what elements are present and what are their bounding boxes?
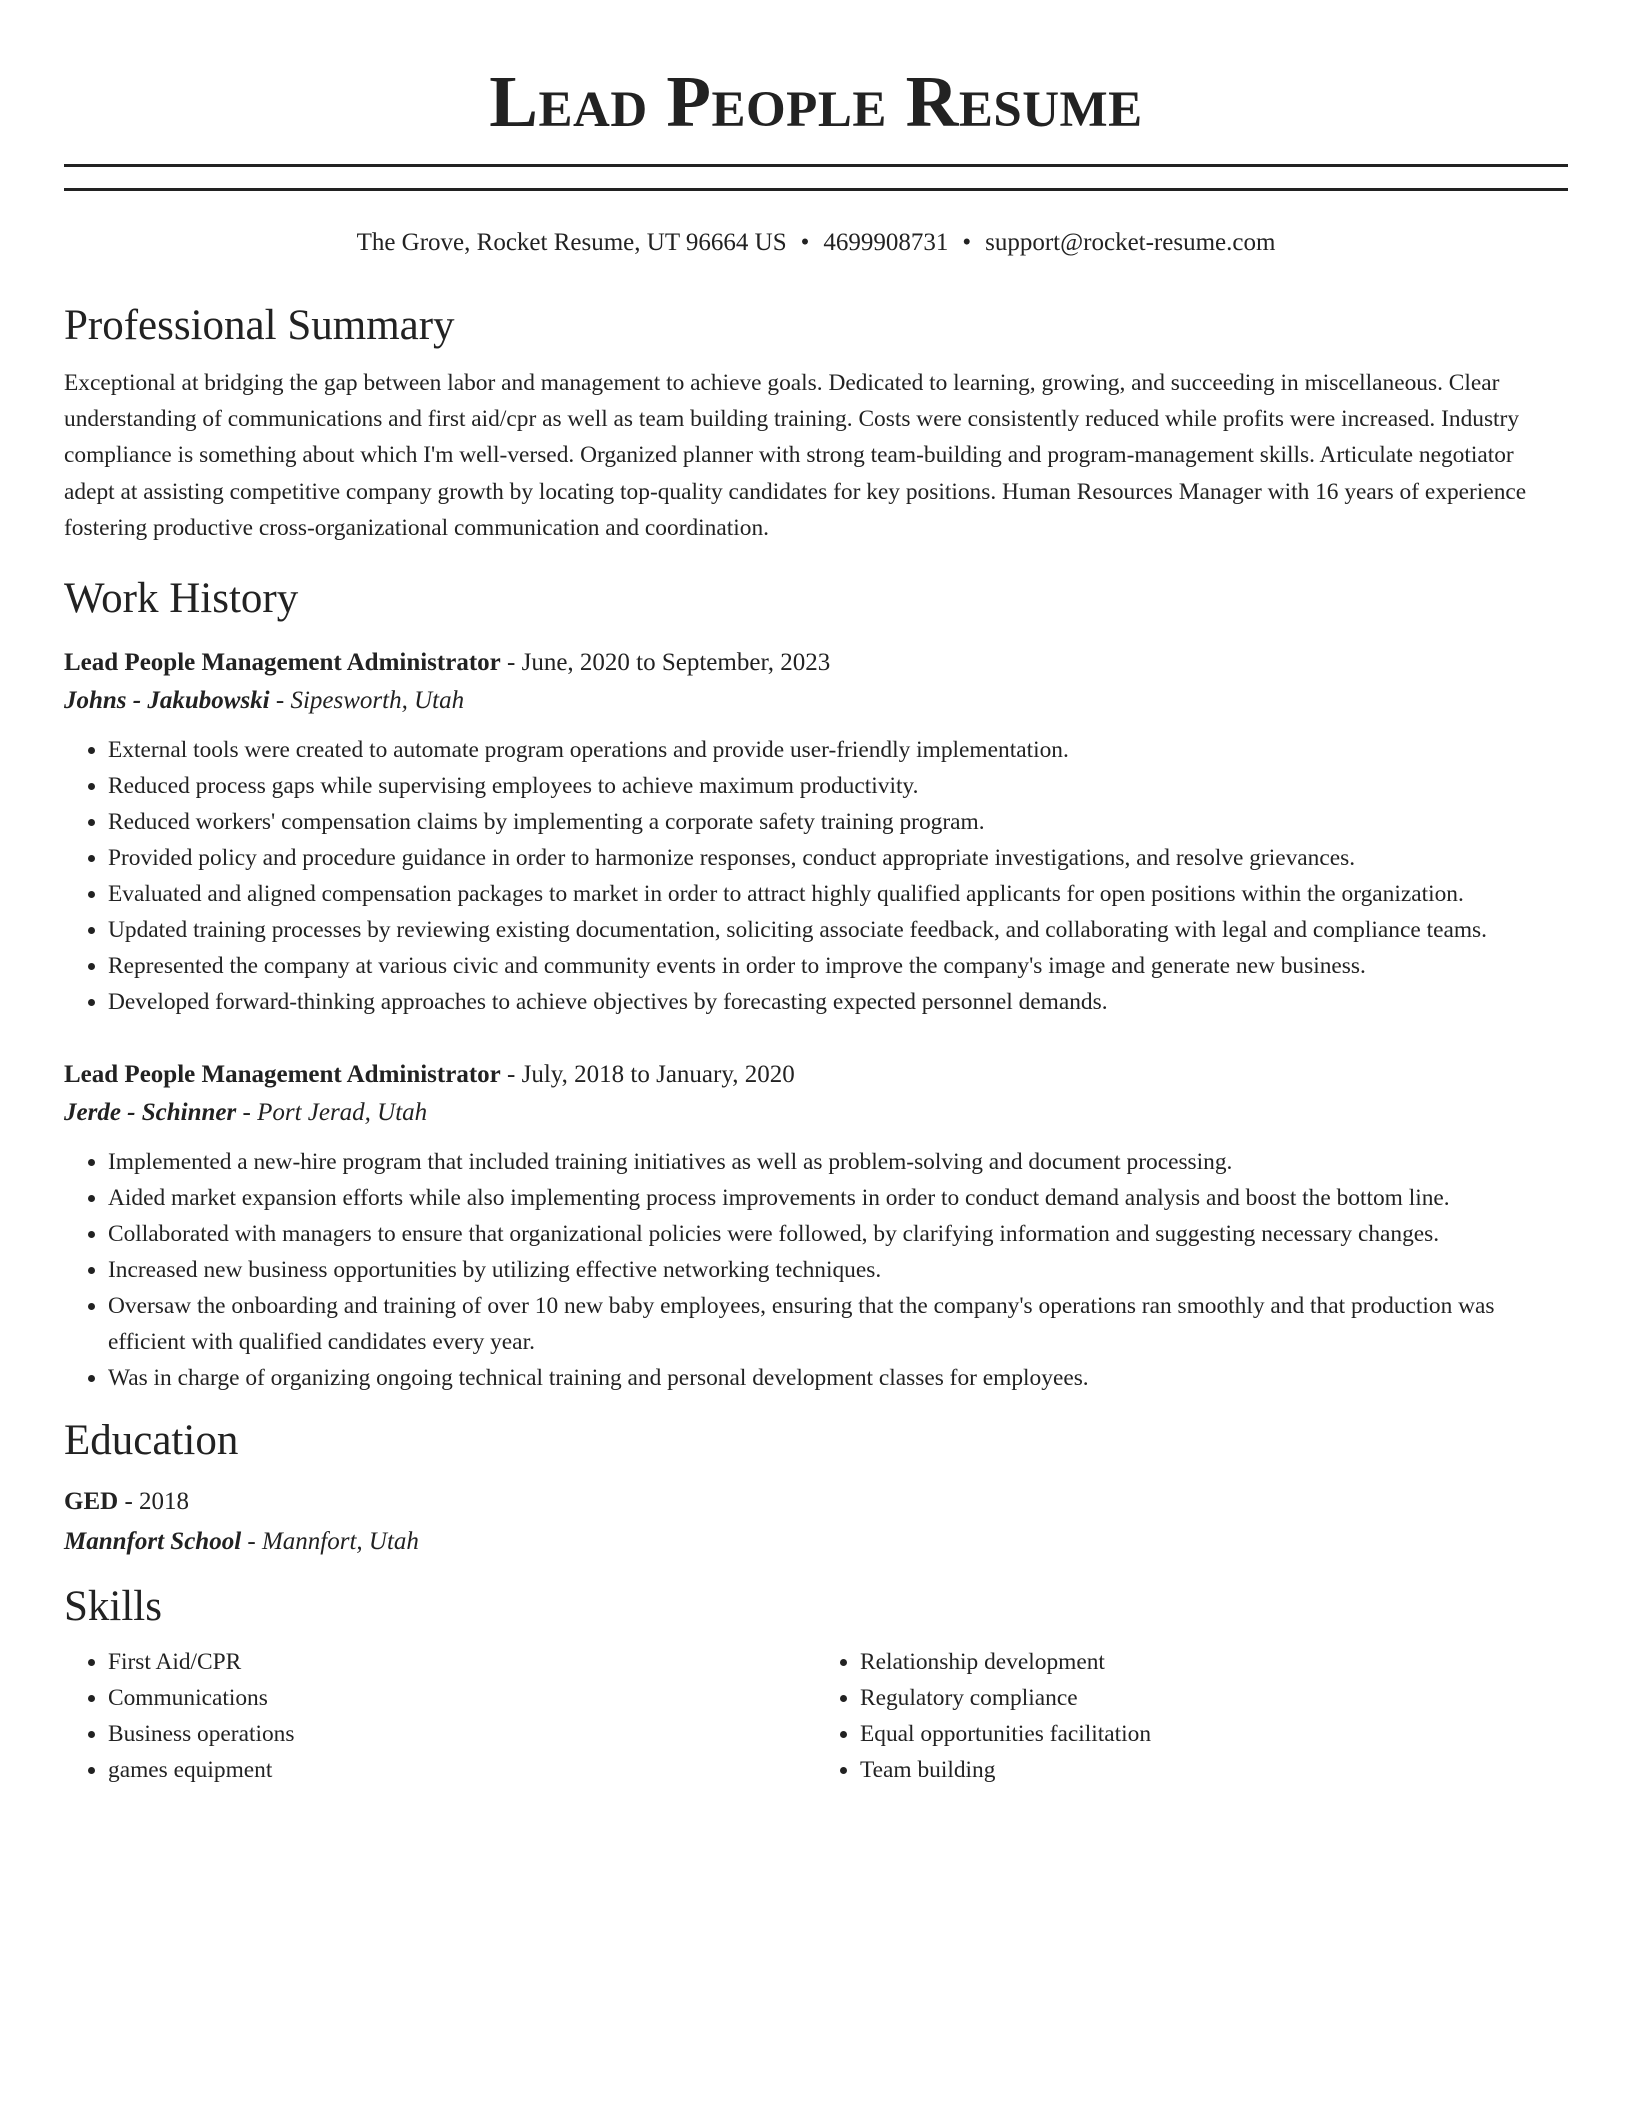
- skill-item: • Regulatory compliance: [860, 1680, 1568, 1716]
- job-title: Lead People Management Administrator: [64, 1061, 501, 1089]
- skills-column-left: [64, 1644, 816, 1788]
- list-item: • Oversaw the onboarding and training of over 10 new baby employees, ensuring that the company's operations ran smoothly and that production was efficient with qualified candidates every year.: [108, 1288, 1568, 1360]
- skill-item: • First Aid/CPR: [108, 1644, 816, 1680]
- list-item: • Increased new business opportunities by utilizing effective networking techniques.: [108, 1252, 1568, 1288]
- contact-line: [64, 227, 1568, 259]
- education-degree: GED: [64, 1488, 119, 1516]
- education-year: 2018: [139, 1488, 190, 1516]
- contact-email: support@rocket-resume.com: [985, 229, 1276, 256]
- education-degree-line: GED - 2018: [64, 1488, 190, 1516]
- job-bullets: [64, 732, 1568, 1020]
- list-item: • Provided policy and procedure guidance in order to harmonize responses, conduct appropriate investigations, and resolve grievances.: [108, 840, 1568, 876]
- job-location: Port Jerad, Utah: [257, 1099, 428, 1127]
- job-location: Sipesworth, Utah: [290, 687, 465, 715]
- summary-text: Exceptional at bridging the gap between labor and management to achieve goals. Dedicated to learning, growing, and succeeding in miscellaneous. Clear understanding of communications and first aid/cpr as well as team building training. Costs were consistently reduced while profits were increased. Industry compliance is something about which I'm well-versed. Organized planner with strong team-building and program-management skills. Articulate negotiator adept at assisting competitive company growth by locating top-quality candidates for key positions. Human Resources Manager with 16 years of experience fostering productive cross-organizational communication and coordination.: [64, 370, 1527, 541]
- list-item: • Collaborated with managers to ensure that organizational policies were followed, by clarifying information and suggesting necessary changes.: [108, 1216, 1568, 1252]
- contact-separator: •: [962, 229, 972, 256]
- education-school: Mannfort School: [64, 1528, 242, 1556]
- title-rule-bottom: [64, 188, 1568, 191]
- list-item: • Was in charge of organizing ongoing technical training and personal development classes for employees.: [108, 1360, 1568, 1396]
- skill-item: • Business operations: [108, 1716, 816, 1752]
- job-dates: June, 2020 to September, 2023: [521, 649, 831, 677]
- list-item: • Reduced workers' compensation claims by implementing a corporate safety training program.: [108, 804, 1568, 840]
- contact-phone: 4699908731: [823, 229, 949, 256]
- job-company: Jerde - Schinner: [64, 1099, 237, 1127]
- job-company-line: Johns - Jakubowski - Sipesworth, Utah: [64, 687, 465, 715]
- education-location: Mannfort, Utah: [261, 1528, 419, 1556]
- job-title-line: Lead People Management Administrator - June, 2020 to September, 2023: [64, 649, 831, 677]
- list-item: • Represented the company at various civic and community events in order to improve the company's image and generate new business.: [108, 948, 1568, 984]
- education-school-line: Mannfort School - Mannfort, Utah: [64, 1528, 419, 1556]
- education-heading: Education: [64, 1417, 239, 1465]
- job-company-line: Jerde - Schinner - Port Jerad, Utah: [64, 1099, 428, 1127]
- skills-heading: Skills: [64, 1583, 162, 1631]
- job-bullets: [64, 1144, 1568, 1396]
- work-history-heading: Work History: [64, 575, 299, 623]
- skills-list: [64, 1644, 1568, 1788]
- skill-item: • Communications: [108, 1680, 816, 1716]
- job-entry: [64, 1056, 1568, 1396]
- list-item: • Developed forward-thinking approaches to achieve objectives by forecasting expected personnel demands.: [108, 984, 1568, 1020]
- skill-item: • Equal opportunities facilitation: [860, 1716, 1568, 1752]
- list-item: • Aided market expansion efforts while also implementing process improvements in order to conduct demand analysis and boost the bottom line.: [108, 1180, 1568, 1216]
- skill-item: • Team building: [860, 1752, 1568, 1788]
- job-company: Johns - Jakubowski: [64, 687, 270, 715]
- list-item: • Implemented a new-hire program that included training initiatives as well as problem-solving and document processing.: [108, 1144, 1568, 1180]
- contact-address: The Grove, Rocket Resume, UT 96664 US: [356, 229, 787, 256]
- list-item: • External tools were created to automate program operations and provide user-friendly implementation.: [108, 732, 1568, 768]
- skill-item: • games equipment: [108, 1752, 816, 1788]
- job-dates: July, 2018 to January, 2020: [521, 1061, 795, 1089]
- job-title-line: Lead People Management Administrator - July, 2018 to January, 2020: [64, 1061, 795, 1089]
- job-title: Lead People Management Administrator: [64, 649, 501, 677]
- skill-item: • Relationship development: [860, 1644, 1568, 1680]
- resume-title: Lead People Resume: [489, 61, 1143, 142]
- list-item: • Evaluated and aligned compensation packages to market in order to attract highly qualified applicants for open positions within the organization.: [108, 876, 1568, 912]
- contact-separator: •: [800, 229, 810, 256]
- summary-heading: Professional Summary: [64, 302, 455, 349]
- list-item: • Reduced process gaps while supervising employees to achieve maximum productivity.: [108, 768, 1568, 804]
- skills-column-right: [816, 1644, 1568, 1788]
- job-entry: [64, 644, 1568, 1020]
- list-item: • Updated training processes by reviewing existing documentation, soliciting associate feedback, and collaborating with legal and compliance teams.: [108, 912, 1568, 948]
